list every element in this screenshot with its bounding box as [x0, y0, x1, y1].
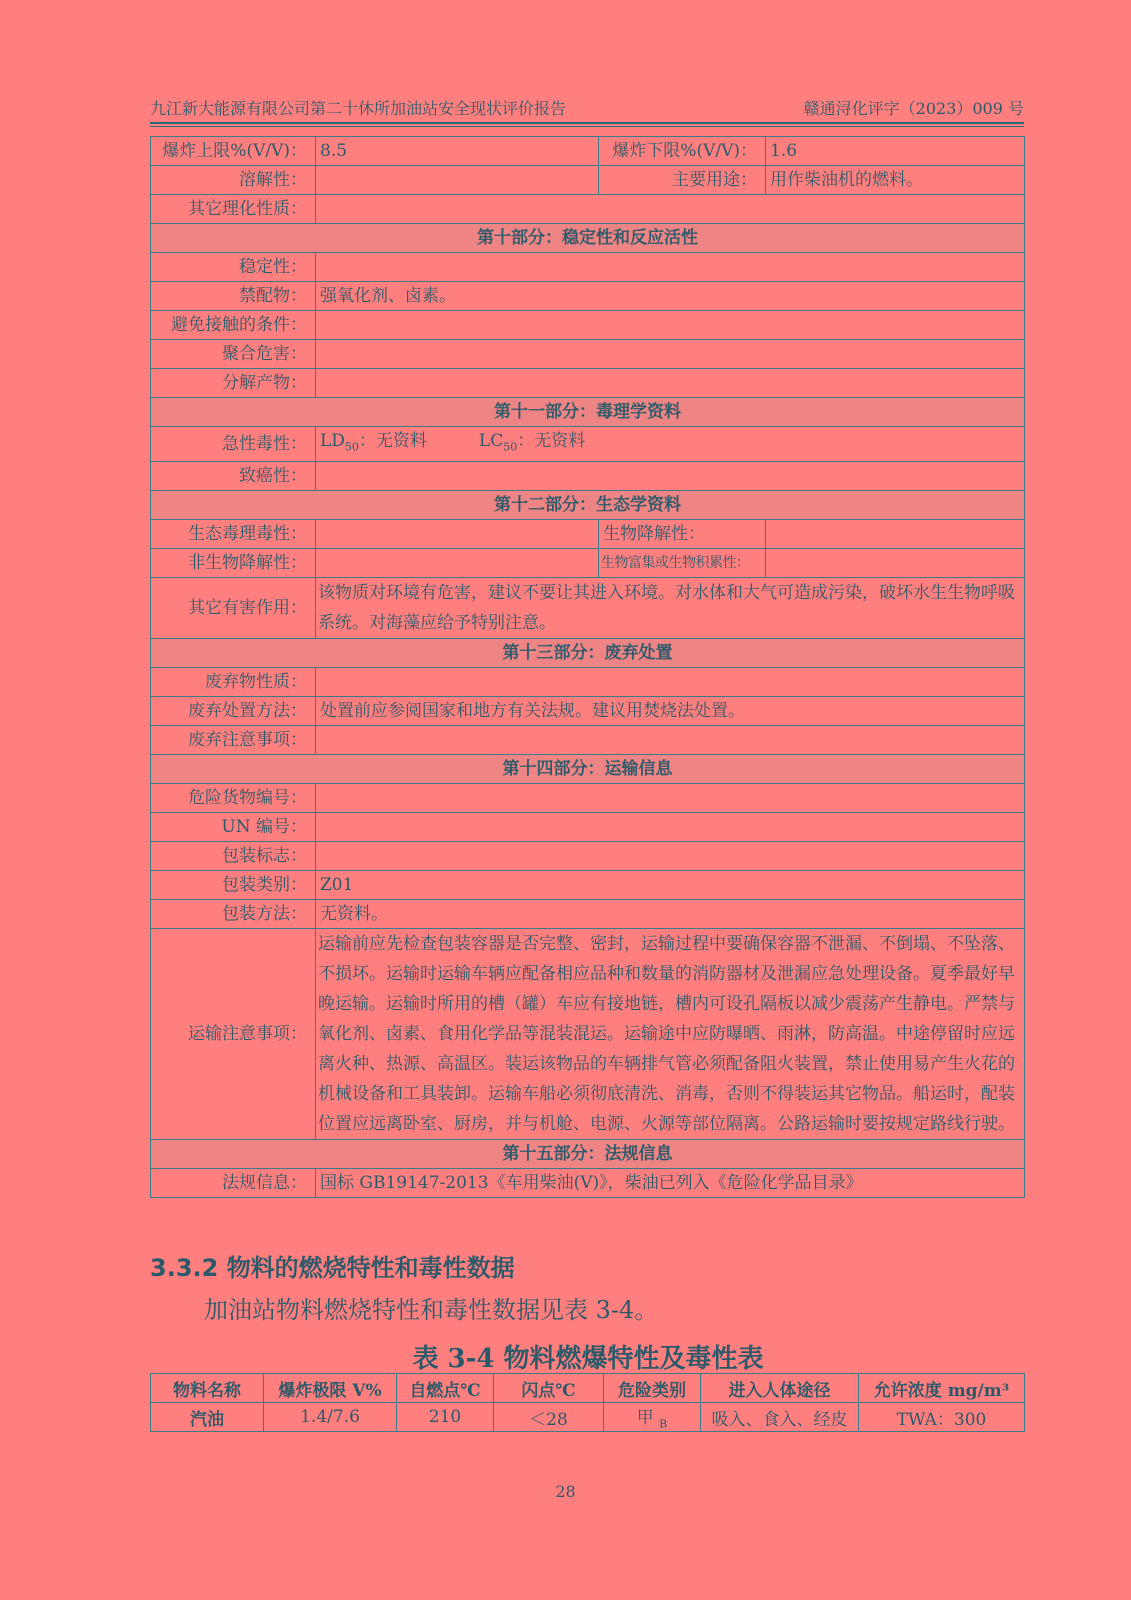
allowed-concentration: TWA：300: [859, 1403, 1025, 1432]
nonbiodeg-value: [316, 549, 599, 578]
table-row: [151, 1169, 1025, 1198]
table-row: [151, 900, 1025, 929]
table-row: [151, 697, 1025, 726]
biodeg-label: 生物降解性：: [599, 520, 766, 549]
table-row: [151, 1403, 1025, 1432]
avoid-value: [316, 311, 1025, 340]
header-rule: [150, 122, 1024, 124]
solubility-value: [316, 166, 599, 195]
section-row: [151, 398, 1025, 427]
ecotox-value: [316, 520, 599, 549]
property-table: [150, 1373, 1025, 1432]
col-header: 危险类别: [604, 1374, 701, 1403]
carcino-label: 致癌性：: [151, 462, 316, 491]
table-header-row: [151, 1374, 1025, 1403]
explosion-lower-value: 1.6: [766, 137, 1025, 166]
table-row: [151, 578, 1025, 639]
pack-mark-label: 包装标志：: [151, 842, 316, 871]
explosion-limit: 1.4/7.6: [264, 1403, 397, 1432]
other-props-label: 其它理化性质：: [151, 195, 316, 224]
table-row: [151, 427, 1025, 462]
table-row: [151, 929, 1025, 1140]
reg-label: 法规信息：: [151, 1169, 316, 1198]
table-row: [151, 369, 1025, 398]
table-row: [151, 842, 1025, 871]
autoignition-point: 210: [397, 1403, 494, 1432]
waste-method-label: 废弃处置方法：: [151, 697, 316, 726]
table-row: [151, 282, 1025, 311]
un-value: [316, 813, 1025, 842]
pack-method-label: 包装方法：: [151, 900, 316, 929]
table-row: [151, 340, 1025, 369]
pack-mark-value: [316, 842, 1025, 871]
hazard-class-sub: B: [659, 1417, 668, 1431]
col-header: 物料名称: [151, 1374, 264, 1403]
col-header: 闪点℃: [494, 1374, 604, 1403]
acute-value: [316, 427, 1025, 462]
pack-cat-label: 包装类别：: [151, 871, 316, 900]
page-header: [150, 98, 1024, 120]
reg-value: 国标 GB19147-2013《车用柴油(Ⅴ)》，柴油已列入《危险化学品目录》: [316, 1169, 1025, 1198]
incompat-label: 禁配物：: [151, 282, 316, 311]
col-header: 爆炸极限 V%: [264, 1374, 397, 1403]
table-row: [151, 253, 1025, 282]
stability-value: [316, 253, 1025, 282]
other-props-value: [316, 195, 1025, 224]
section-row: [151, 491, 1025, 520]
main-use-value: 用作柴油机的燃料。: [766, 166, 1025, 195]
otherharm-label: 其它有害作用：: [151, 578, 316, 639]
nonbiodeg-label: 非生物降解性：: [151, 549, 316, 578]
waste-method-value: 处置前应参阅国家和地方有关法规。建议用焚烧法处置。: [316, 697, 1025, 726]
section-11-title: 第十一部分：毒理学资料: [151, 398, 1025, 427]
section-14-title: 第十四部分：运输信息: [151, 755, 1025, 784]
col-header: 进入人体途径: [701, 1374, 859, 1403]
flash-point: ＜28: [494, 1403, 604, 1432]
dg-no-label: 危险货物编号：: [151, 784, 316, 813]
waste-prop-value: [316, 668, 1025, 697]
decomp-label: 分解产物：: [151, 369, 316, 398]
section-row: [151, 224, 1025, 253]
section-paragraph: 加油站物料燃烧特性和毒性数据见表 3-4。: [204, 1296, 659, 1324]
un-label: UN 编号：: [151, 813, 316, 842]
main-use-label: 主要用途：: [599, 166, 766, 195]
polymer-value: [316, 340, 1025, 369]
exposure-route: 吸入、食入、经皮: [701, 1403, 859, 1432]
table-row: [151, 784, 1025, 813]
acute-label: 急性毒性：: [151, 427, 316, 462]
table-row: [151, 520, 1025, 549]
explosion-upper-label: 爆炸上限%(V/V)：: [151, 137, 316, 166]
lc-value: ：无资料: [517, 431, 586, 451]
section-row: [151, 755, 1025, 784]
pack-cat-value: Z01: [316, 871, 1025, 900]
table-row: [151, 668, 1025, 697]
waste-note-label: 废弃注意事项：: [151, 726, 316, 755]
section-13-title: 第十三部分：废弃处置: [151, 639, 1025, 668]
material-name: 汽油: [151, 1403, 264, 1432]
header-rule-thin: [150, 126, 1024, 127]
otherharm-value: 该物质对环境有危害，建议不要让其进入环境。对水体和大气可造成污染，破坏水生生物呼吸系统。对海藻应给予特别注意。: [316, 578, 1025, 639]
section-10-title: 第十部分：稳定性和反应活性: [151, 224, 1025, 253]
bioacc-value: [766, 549, 1025, 578]
table-row: [151, 813, 1025, 842]
table-row: [151, 311, 1025, 340]
avoid-label: 避免接触的条件：: [151, 311, 316, 340]
bioacc-label: 生物富集或生物积累性：: [599, 549, 766, 578]
waste-prop-label: 废弃物性质：: [151, 668, 316, 697]
ld-value: ：无资料: [358, 431, 427, 451]
stability-label: 稳定性：: [151, 253, 316, 282]
dg-no-value: [316, 784, 1025, 813]
header-left-title: 九江新大能源有限公司第二十休所加油站安全现状评价报告: [150, 99, 567, 118]
section-row: [151, 639, 1025, 668]
header-report-number: 赣通浔化评字（2023）009 号: [803, 99, 1024, 118]
polymer-label: 聚合危害：: [151, 340, 316, 369]
table-caption: 表 3-4 物料燃爆特性及毒性表: [412, 1344, 764, 1374]
table-row: [151, 166, 1025, 195]
pack-method-value: 无资料。: [316, 900, 1025, 929]
ld-prefix: LD: [320, 431, 345, 451]
ld-sub: 50: [344, 440, 359, 454]
transport-value: 运输前应先检查包装容器是否完整、密封，运输过程中要确保容器不泄漏、不倒塌、不坠落、不损坏。运输时运输车辆应配备相应品种和数量的消防器材及泄漏应急处理设备。夏季最好早晚运输。运输时所用的槽（罐）车应有接地链，槽内可设孔隔板以减少震荡产生静电。严禁与氧化剂、卤素、食用化学品等混装混运。运输途中应防曝晒、雨淋，防高温。中途停留时应远离火种、热源、高温区。装运该物品的车辆排气管必须配备阻火装置，禁止使用易产生火花的机械设备和工具装卸。运输车船必须彻底清洗、消毒，否则不得装运其它物品。船运时，配装位置应远离卧室、厨房，并与机舱、电源、火源等部位隔离。公路运输时要按规定路线行驶。: [316, 929, 1025, 1140]
explosion-upper-value: 8.5: [316, 137, 599, 166]
col-header: 自燃点℃: [397, 1374, 494, 1403]
msds-table: [150, 136, 1025, 1198]
lc-prefix: LC: [478, 431, 504, 451]
incompat-value: 强氧化剂、卤素。: [316, 282, 1025, 311]
table-row: [151, 137, 1025, 166]
transport-label: 运输注意事项：: [151, 929, 316, 1140]
table-row: [151, 871, 1025, 900]
table-row: [151, 549, 1025, 578]
explosion-lower-label: 爆炸下限%(V/V)：: [599, 137, 766, 166]
ecotox-label: 生态毒理毒性：: [151, 520, 316, 549]
page-number: 28: [555, 1482, 576, 1501]
lc-sub: 50: [503, 440, 518, 454]
waste-note-value: [316, 726, 1025, 755]
section-15-title: 第十五部分：法规信息: [151, 1140, 1025, 1169]
table-row: [151, 726, 1025, 755]
section-12-title: 第十二部分：生态学资料: [151, 491, 1025, 520]
section-row: [151, 1140, 1025, 1169]
biodeg-value: [766, 520, 1025, 549]
table-row: [151, 462, 1025, 491]
table-row: [151, 195, 1025, 224]
section-heading: 3.3.2 物料的燃烧特性和毒性数据: [150, 1254, 515, 1282]
hazard-class: [604, 1403, 701, 1432]
decomp-value: [316, 369, 1025, 398]
col-header: 允许浓度 mg/m³: [859, 1374, 1025, 1403]
carcino-value: [316, 462, 1025, 491]
solubility-label: 溶解性：: [151, 166, 316, 195]
hazard-class-main: 甲: [636, 1408, 654, 1429]
